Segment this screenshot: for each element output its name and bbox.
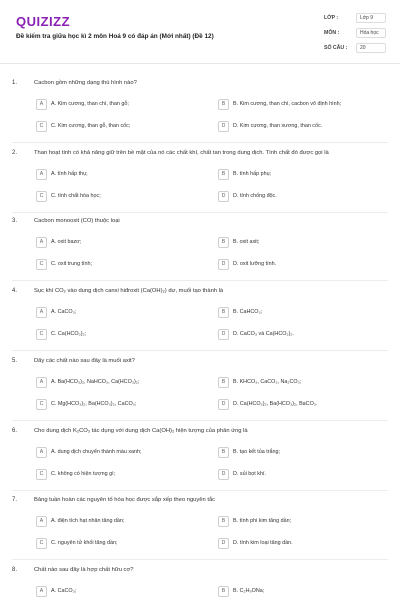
option-text: B. Kim cương, than chì, cacbon vô định hình; — [233, 101, 342, 107]
option-b[interactable] — [218, 516, 374, 529]
option-text: D. sủi bọt khí. — [233, 471, 266, 477]
option-text: D. tính kim loại tăng dần. — [233, 540, 293, 546]
option-c[interactable] — [36, 121, 192, 134]
option-a[interactable] — [36, 307, 192, 320]
option-letter-box: A — [36, 307, 47, 318]
question-number: 4. — [12, 288, 18, 294]
option-letter-box: C — [36, 121, 47, 132]
meta-label-subject: MÔN : — [324, 30, 340, 36]
question-text: Sục khí CO₂ vào dung dịch canxi hiđroxit (Ca(OH)₂) dư, muối tạo thành là — [34, 288, 224, 294]
quizizz-logo: QUIZIZZ — [16, 14, 71, 29]
question-divider — [12, 350, 388, 351]
option-letter-box: B — [218, 307, 229, 318]
question-text: Cho dung dịch K₂CO₃ tác dụng với dung dịch Ca(OH)₂ hiện tượng của phản ứng là — [34, 428, 248, 434]
option-b[interactable] — [218, 377, 374, 390]
option-c[interactable] — [36, 399, 192, 412]
question-number: 8. — [12, 567, 18, 573]
option-text: B. tính hấp phụ; — [233, 171, 272, 177]
meta-value-count: 20 — [356, 43, 386, 53]
option-d[interactable] — [218, 191, 374, 204]
option-text: C. không có hiện tượng gì; — [51, 471, 116, 477]
option-b[interactable] — [218, 99, 374, 112]
option-a[interactable] — [36, 447, 192, 460]
option-text: B. CaHCO₃; — [233, 309, 263, 315]
option-letter-box: D — [218, 259, 229, 270]
option-d[interactable] — [218, 329, 374, 342]
option-b[interactable] — [218, 586, 374, 599]
option-text: C. Mg(HCO₃)₂, Ba(HCO₃)₂, CaCO₃; — [51, 401, 137, 407]
option-text: D. oxit lưỡng tính. — [233, 261, 277, 267]
question-number: 5. — [12, 358, 18, 364]
option-text: B. oxit axit; — [233, 239, 260, 245]
option-letter-box: B — [218, 516, 229, 527]
option-b[interactable] — [218, 307, 374, 320]
worksheet-title: Đề kiểm tra giữa học kì 2 môn Hoá 9 có đáp án (Mới nhất) (Đề 12) — [16, 33, 214, 40]
option-d[interactable] — [218, 399, 374, 412]
option-letter-box: C — [36, 469, 47, 480]
option-d[interactable] — [218, 538, 374, 551]
option-text: A. CaCO₃; — [51, 588, 77, 594]
option-letter-box: B — [218, 586, 229, 597]
option-c[interactable] — [36, 329, 192, 342]
option-a[interactable] — [36, 169, 192, 182]
option-d[interactable] — [218, 469, 374, 482]
option-letter-box: C — [36, 191, 47, 202]
option-c[interactable] — [36, 538, 192, 551]
option-letter-box: A — [36, 99, 47, 110]
option-b[interactable] — [218, 237, 374, 250]
option-text: D. Kim cương, than xương, than cốc. — [233, 123, 323, 129]
option-d[interactable] — [218, 259, 374, 272]
meta-value-grade: Lớp 9 — [356, 13, 386, 23]
option-a[interactable] — [36, 516, 192, 529]
option-c[interactable] — [36, 469, 192, 482]
option-a[interactable] — [36, 99, 192, 112]
question-text: Bảng tuần hoàn các nguyên tố hóa học được sắp xếp theo nguyên tắc — [34, 497, 216, 503]
option-letter-box: A — [36, 516, 47, 527]
option-letter-box: C — [36, 259, 47, 270]
question-number: 2. — [12, 150, 18, 156]
option-c[interactable] — [36, 191, 192, 204]
option-letter-box: D — [218, 538, 229, 549]
question-divider — [12, 559, 388, 560]
option-text: D. tính chống độc. — [233, 193, 277, 199]
option-letter-box: B — [218, 237, 229, 248]
option-letter-box: D — [218, 191, 229, 202]
option-text: A. oxit bazơ; — [51, 239, 82, 245]
worksheet-header — [0, 0, 400, 64]
option-letter-box: D — [218, 121, 229, 132]
option-letter-box: B — [218, 169, 229, 180]
option-letter-box: C — [36, 329, 47, 340]
option-b[interactable] — [218, 169, 374, 182]
meta-label-grade: LỚP : — [324, 15, 339, 21]
question-divider — [12, 420, 388, 421]
question-number: 7. — [12, 497, 18, 503]
option-text: A. Kim cương, than chì, than gỗ; — [51, 101, 129, 107]
option-text: C. nguyên tử khối tăng dần; — [51, 540, 118, 546]
option-text: A. CaCO₃; — [51, 309, 77, 315]
question-divider — [12, 212, 388, 213]
option-letter-box: A — [36, 237, 47, 248]
option-letter-box: A — [36, 447, 47, 458]
option-text: B. KHCO₃, CaCO₃, Na₂CO₃; — [233, 379, 302, 385]
option-a[interactable] — [36, 586, 192, 599]
option-a[interactable] — [36, 377, 192, 390]
option-text: D. Ca(HCO₃)₂, Ba(HCO₃)₂, BaCO₃. — [233, 401, 318, 407]
option-letter-box: B — [218, 447, 229, 458]
question-divider — [12, 142, 388, 143]
option-letter-box: D — [218, 329, 229, 340]
option-text: B. tạo kết tủa trắng; — [233, 449, 281, 455]
question-text: Cacbon gồm những dạng thù hình nào? — [34, 80, 137, 86]
option-text: B. C₂H₅ONa; — [233, 588, 265, 594]
option-letter-box: A — [36, 377, 47, 388]
question-divider — [12, 490, 388, 491]
option-letter-box: C — [36, 399, 47, 410]
option-letter-box: B — [218, 99, 229, 110]
option-text: C. oxit trung tính; — [51, 261, 93, 267]
meta-value-subject: Hóa học — [356, 28, 386, 38]
option-text: C. Ca(HCO₃)₂; — [51, 331, 87, 337]
option-b[interactable] — [218, 447, 374, 460]
option-text: C. tính chất hóa học; — [51, 193, 101, 199]
option-text: D. CaCO₃ và Ca(HCO₃)₂. — [233, 331, 294, 337]
option-d[interactable] — [218, 121, 374, 134]
meta-label-count: SỐ CÂU : — [324, 45, 348, 51]
option-c[interactable] — [36, 259, 192, 272]
question-number: 3. — [12, 218, 18, 224]
option-letter-box: A — [36, 586, 47, 597]
option-text: A. tính hấp thụ; — [51, 171, 88, 177]
option-a[interactable] — [36, 237, 192, 250]
option-text: C. Kim cương, than gỗ, than cốc; — [51, 123, 131, 129]
question-text: Cacbon monooxit (CO) thuộc loại — [34, 218, 120, 224]
question-divider — [12, 280, 388, 281]
question-number: 6. — [12, 428, 18, 434]
option-letter-box: D — [218, 399, 229, 410]
option-letter-box: A — [36, 169, 47, 180]
option-letter-box: C — [36, 538, 47, 549]
question-text: Than hoạt tính có khả năng giữ trên bề mặt của nó các chất khí, chất tan trong dung dịch. Tính chất đó được gọi là — [34, 150, 329, 156]
question-number: 1. — [12, 80, 18, 86]
option-letter-box: B — [218, 377, 229, 388]
option-text: A. điện tích hạt nhân tăng dần; — [51, 518, 125, 524]
option-letter-box: D — [218, 469, 229, 480]
question-text: Dãy các chất nào sau đây là muối axit? — [34, 358, 135, 364]
option-text: A. Ba(HCO₃)₂, NaHCO₃, Ca(HCO₃)₂; — [51, 379, 140, 385]
option-text: A. dung dịch chuyển thành màu xanh; — [51, 449, 142, 455]
question-text: Chất nào sau đây là hợp chất hữu cơ? — [34, 567, 134, 573]
option-text: B. tính phi kim tăng dần; — [233, 518, 292, 524]
